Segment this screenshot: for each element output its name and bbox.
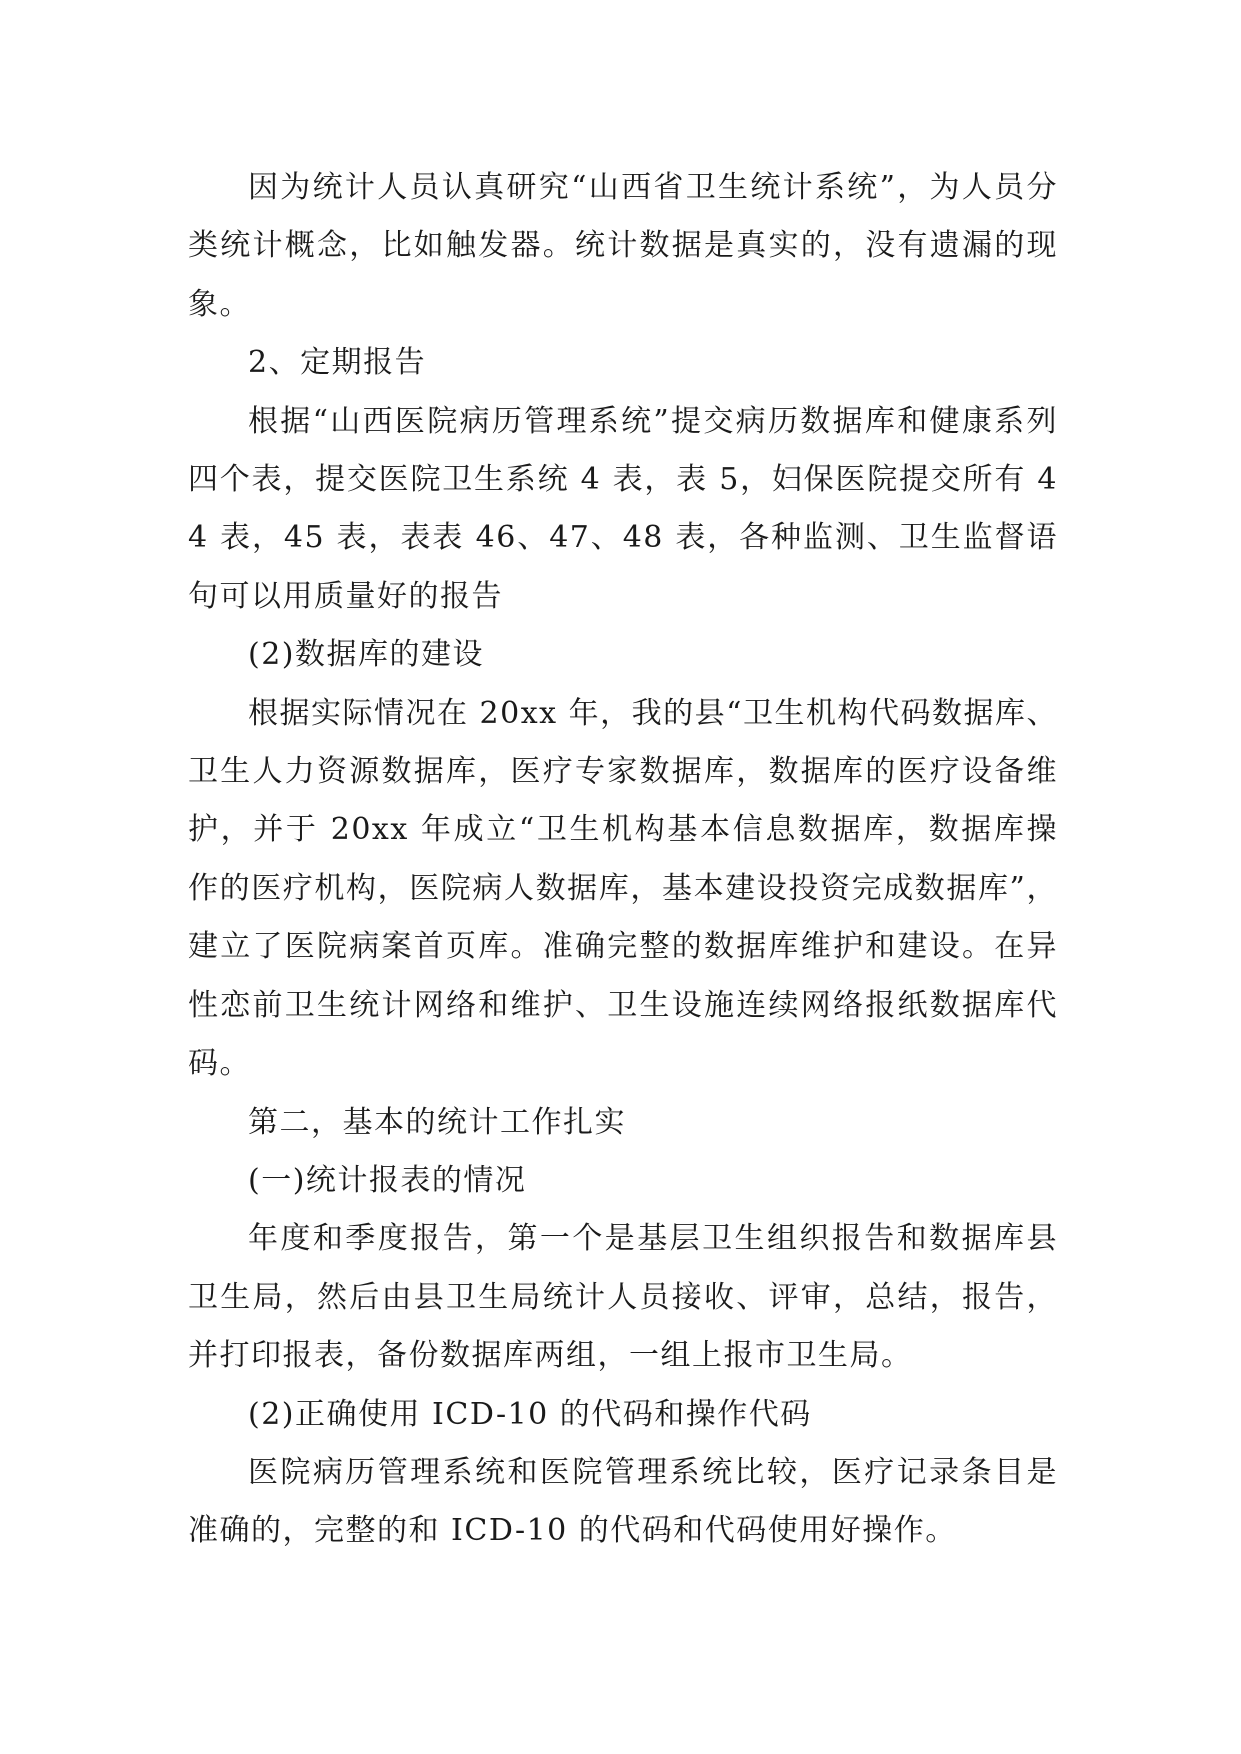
document-body xyxy=(188,159,1058,1561)
body-paragraph: 根据实际情况在 20xx 年，我的县“卫生机构代码数据库、卫生人力资源数据库，医疗专家数据库，数据库的医疗设备维护，并于 20xx 年成立“卫生机构基本信息数据库，数据库操作的医疗机构，医院病人数据库，基本建设投资完成数据库”，建立了医院病案首页库。准确完整的数据库维护和建设。在异性恋前卫生统计网络和维护、卫生设施连续网络报纸数据库代码。 xyxy=(188,695,1058,1082)
body-paragraph: 医院病历管理系统和医院管理系统比较，医疗记录条目是准确的，完整的和 ICD-10 的代码和代码使用好操作。 xyxy=(188,1454,1058,1549)
section-heading: 2、定期报告 xyxy=(248,345,427,381)
body-paragraph: 因为统计人员认真研究“山西省卫生统计系统”，为人员分类统计概念，比如触发器。统计数据是真实的，没有遗漏的现象。 xyxy=(188,170,1058,322)
subsection-heading: (一)统计报表的情况 xyxy=(248,1162,527,1198)
body-paragraph: 年度和季度报告，第一个是基层卫生组织报告和数据库县卫生局，然后由县卫生局统计人员接收、评审，总结，报告，并打印报表，备份数据库两组，一组上报市卫生局。 xyxy=(188,1221,1058,1374)
subsection-heading: (2)正确使用 ICD-10 的代码和操作代码 xyxy=(248,1396,812,1432)
section-heading: (2)数据库的建设 xyxy=(248,637,484,673)
section-heading: 第二，基本的统计工作扎实 xyxy=(248,1104,626,1140)
body-paragraph: 根据“山西医院病历管理系统”提交病历数据库和健康系列四个表，提交医院卫生系统 4 表，表 5，妇保医院提交所有 44 表，45 表，表表 46、47、48 表，各种监测、卫生监督语句可以用质量好的报告 xyxy=(188,403,1058,614)
